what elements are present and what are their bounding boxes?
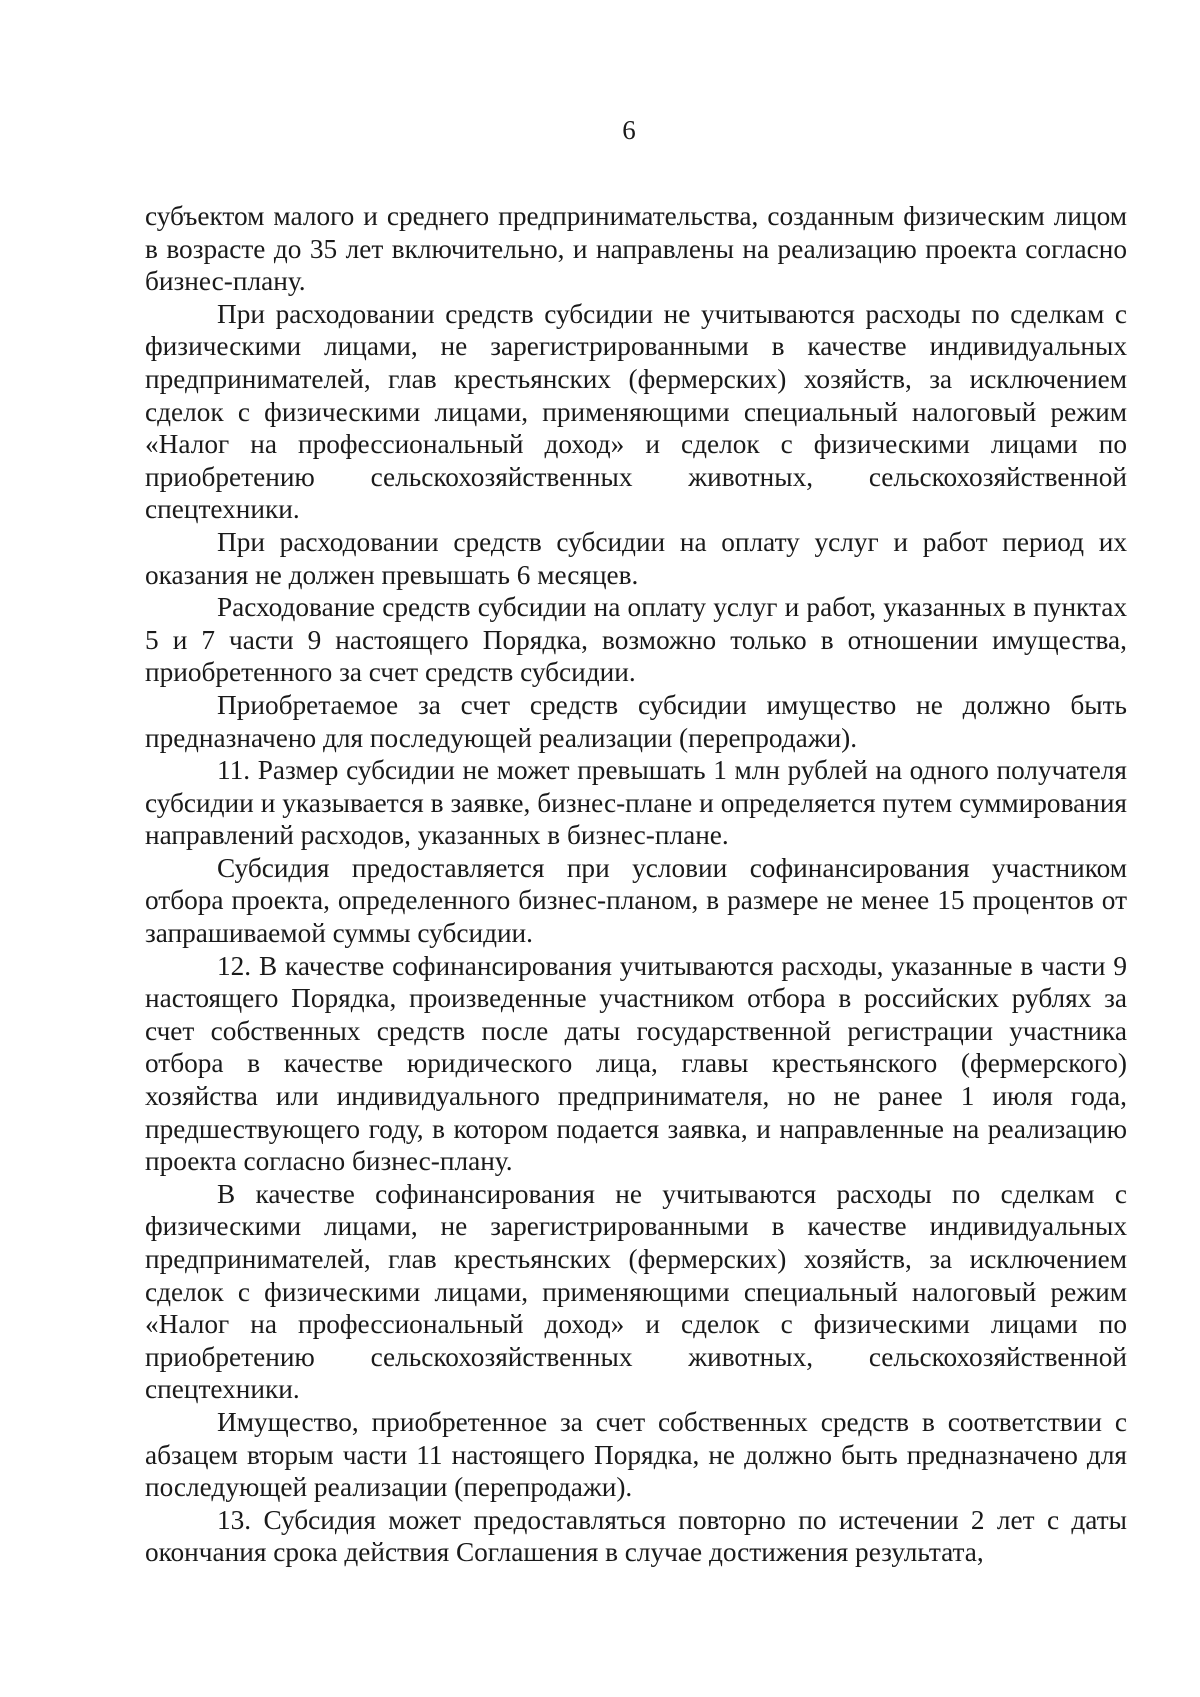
paragraph: Имущество, приобретенное за счет собственных средств в соответствии с абзацем вторым части 11 настоящего Порядка, не должно быть предназначено для последующей реализации (перепродажи). (145, 1406, 1127, 1503)
page-number: 6 (622, 115, 636, 145)
paragraph: Субсидия предоставляется при условии софинансирования участником отбора проекта, определенного бизнес-планом, в размере не менее 15 процентов от запрашиваемой суммы субсидии. (145, 852, 1127, 949)
paragraph: Приобретаемое за счет средств субсидии имущество не должно быть предназначено для последующей реализации (перепродажи). (145, 689, 1127, 753)
paragraph: субъектом малого и среднего предпринимательства, созданным физическим лицом в возрасте до 35 лет включительно, и направлены на реализацию проекта согласно бизнес-плану. (145, 201, 1127, 297)
paragraph: При расходовании средств субсидии не учитываются расходы по сделкам с физическими лицами, не зарегистрированными в качестве индивидуальных предпринимателей, глав крестьянских (фермерских) хозяйств, за исключением сделок с физическими лицами, применяющими специальный налоговый режим «Налог на профессиональный доход» и сделок с физическими лицами по приобретению сельскохозяйственных животных, сельскохозяйственной спецтехники. (145, 298, 1127, 525)
paragraph: 13. Субсидия может предоставляться повторно по истечении 2 лет с даты окончания срока действия Соглашения в случае достижения результата, (145, 1504, 1127, 1568)
document-body (145, 200, 1127, 1569)
paragraph: При расходовании средств субсидии на оплату услуг и работ период их оказания не должен превышать 6 месяцев. (145, 526, 1127, 590)
paragraph: 11. Размер субсидии не может превышать 1 млн рублей на одного получателя субсидии и указывается в заявке, бизнес-плане и определяется путем суммирования направлений расходов, указанных в бизнес-плане. (145, 755, 1127, 851)
paragraph: Расходование средств субсидии на оплату услуг и работ, указанных в пунктах 5 и 7 части 9 настоящего Порядка, возможно только в отношении имущества, приобретенного за счет средств субсидии. (145, 592, 1127, 688)
paragraph: В качестве софинансирования не учитываются расходы по сделкам с физическими лицами, не зарегистрированными в качестве индивидуальных предпринимателей, глав крестьянских (фермерских) хозяйств, за исключением сделок с физическими лицами, применяющими специальный налоговый режим «Налог на профессиональный доход» и сделок с физическими лицами по приобретению сельскохозяйственных животных, сельскохозяйственной спецтехники. (145, 1178, 1127, 1405)
paragraph: 12. В качестве софинансирования учитываются расходы, указанные в части 9 настоящего Порядка, произведенные участником отбора в российских рублях за счет собственных средств после даты государственной регистрации участника отбора в качестве юридического лица, главы крестьянского (фермерского) хозяйства или индивидуального предпринимателя, но не ранее 1 июля года, предшествующего году, в котором подается заявка, и направленные на реализацию проекта согласно бизнес-плану. (145, 950, 1127, 1177)
